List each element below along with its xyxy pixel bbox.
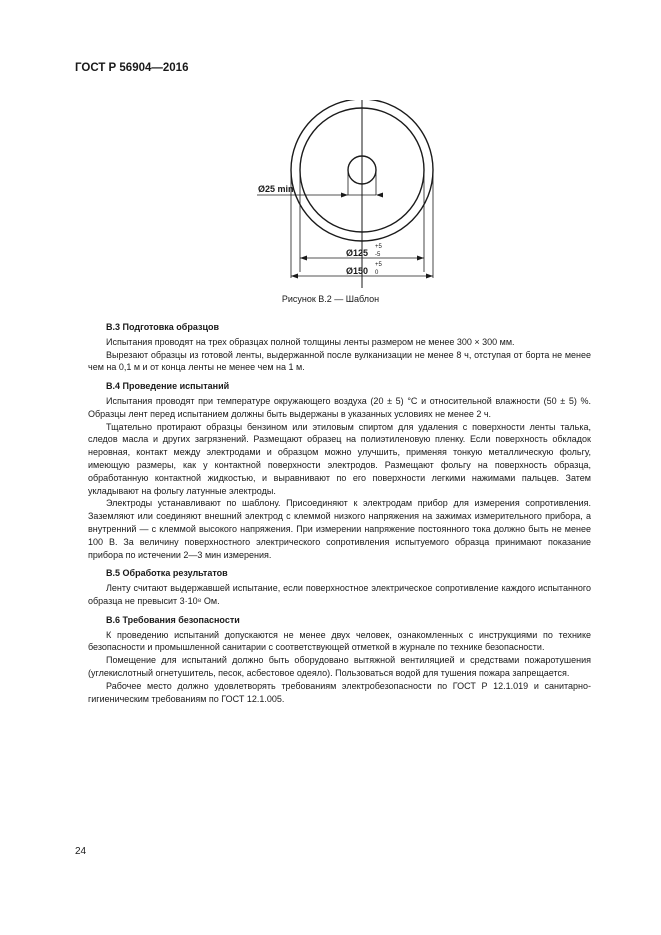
section-b3 xyxy=(88,321,591,374)
paragraph: Испытания проводят на трех образцах полной толщины ленты размером не менее 300 × 300 мм. xyxy=(106,336,515,347)
outer-diameter-tol-top: +5 xyxy=(375,262,382,268)
outer-diameter-tol-bottom: 0 xyxy=(375,270,379,276)
outer-diameter-label: Ø150 xyxy=(346,266,369,276)
paragraph: Тщательно протирают образцы бензином или этиловым спиртом для удаления с поверхности ленты талька, следов масла и других загрязнений. Размещают образец на полиэтиленовую пленку. Если поверхность обкладок неровная, контакт между электродами и образцом можно улучшить, применяя тонкую металлическую фольгу, имеющую размеры, как у контактной поверхности электродов. Размещают фольгу на поверхность образца, обработанную контактной жидкостью, и выравнивают по его поверхности легкими нажимами пальцев. Затем укладывают на фольгу латунные электроды. xyxy=(88,421,591,496)
paragraph: Вырезают образцы из готовой ленты, выдержанной после вулканизации не менее 8 ч, отступая от борта не менее чем на 0,1 м и от конца ленты не менее чем на 1 м. xyxy=(88,349,591,373)
section-b6 xyxy=(88,614,591,706)
paragraph: Ленту считают выдержавшей испытание, если поверхностное электрическое сопротивление каждого испытанного образца не превысит 3·10⁸ Ом. xyxy=(88,583,591,606)
section-title: В.6 Требования безопасности xyxy=(106,614,240,625)
mid-diameter-tol-bottom: -5 xyxy=(375,252,381,258)
section-title: В.5 Обработка результатов xyxy=(106,568,228,579)
section-title: В.3 Подготовка образцов xyxy=(106,322,220,332)
template-figure xyxy=(235,100,435,288)
section-b4 xyxy=(88,380,591,561)
paragraph: Испытания проводят при температуре окружающего воздуха (20 ± 5) °С и относительной влажности (50 ± 5) %. Образцы лент перед испытанием должны быть выдержаны в указанных условиях не менее 2 ч. xyxy=(88,395,591,419)
section-title: В.4 Проведение испытаний xyxy=(106,381,230,392)
paragraph: Электроды устанавливают по шаблону. Присоединяют к электродам прибор для измерения сопротивления. Заземляют или соединяют внешний электрод с клеммой низкого напряжения на зажимах измерительного прибора, а внутренний — с клеммой высокого напряжения. При измерении напряжение постоянного тока должно быть не менее 100 В. За величину поверхностного электрического сопротивления испытуемого образца принимают показание прибора по истечении 2—3 мин измерения. xyxy=(88,498,591,560)
document-header: ГОСТ Р 56904—2016 xyxy=(75,62,189,74)
mid-diameter-tol-top: +5 xyxy=(375,244,382,250)
page-number: 24 xyxy=(75,846,87,857)
paragraph: Помещение для испытаний должно быть оборудовано вытяжной вентиляцией и средствами пожаротушения (углекислотный огнетушитель, песок, асбестовое одеяло). Пользоваться водой для тушения пожара запрещается. xyxy=(88,655,591,678)
section-b5 xyxy=(88,567,591,607)
mid-diameter-label: Ø125 xyxy=(346,248,369,258)
figure-caption: Рисунок В.2 — Шаблон xyxy=(281,294,380,304)
paragraph: К проведению испытаний допускаются не менее двух человек, ознакомленных с инструкциями по технике безопасности и промышленной санитарии с соответствующей отметкой в журнале по технике безопасности. xyxy=(88,629,591,653)
paragraph: Рабочее место должно удовлетворять требованиям электробезопасности по ГОСТ Р 12.1.019 и санитарно-гигиеническим требованиям по ГОСТ 12.1.005. xyxy=(88,680,591,704)
inner-diameter-label: Ø25 min xyxy=(258,184,294,194)
document-body xyxy=(88,321,591,705)
